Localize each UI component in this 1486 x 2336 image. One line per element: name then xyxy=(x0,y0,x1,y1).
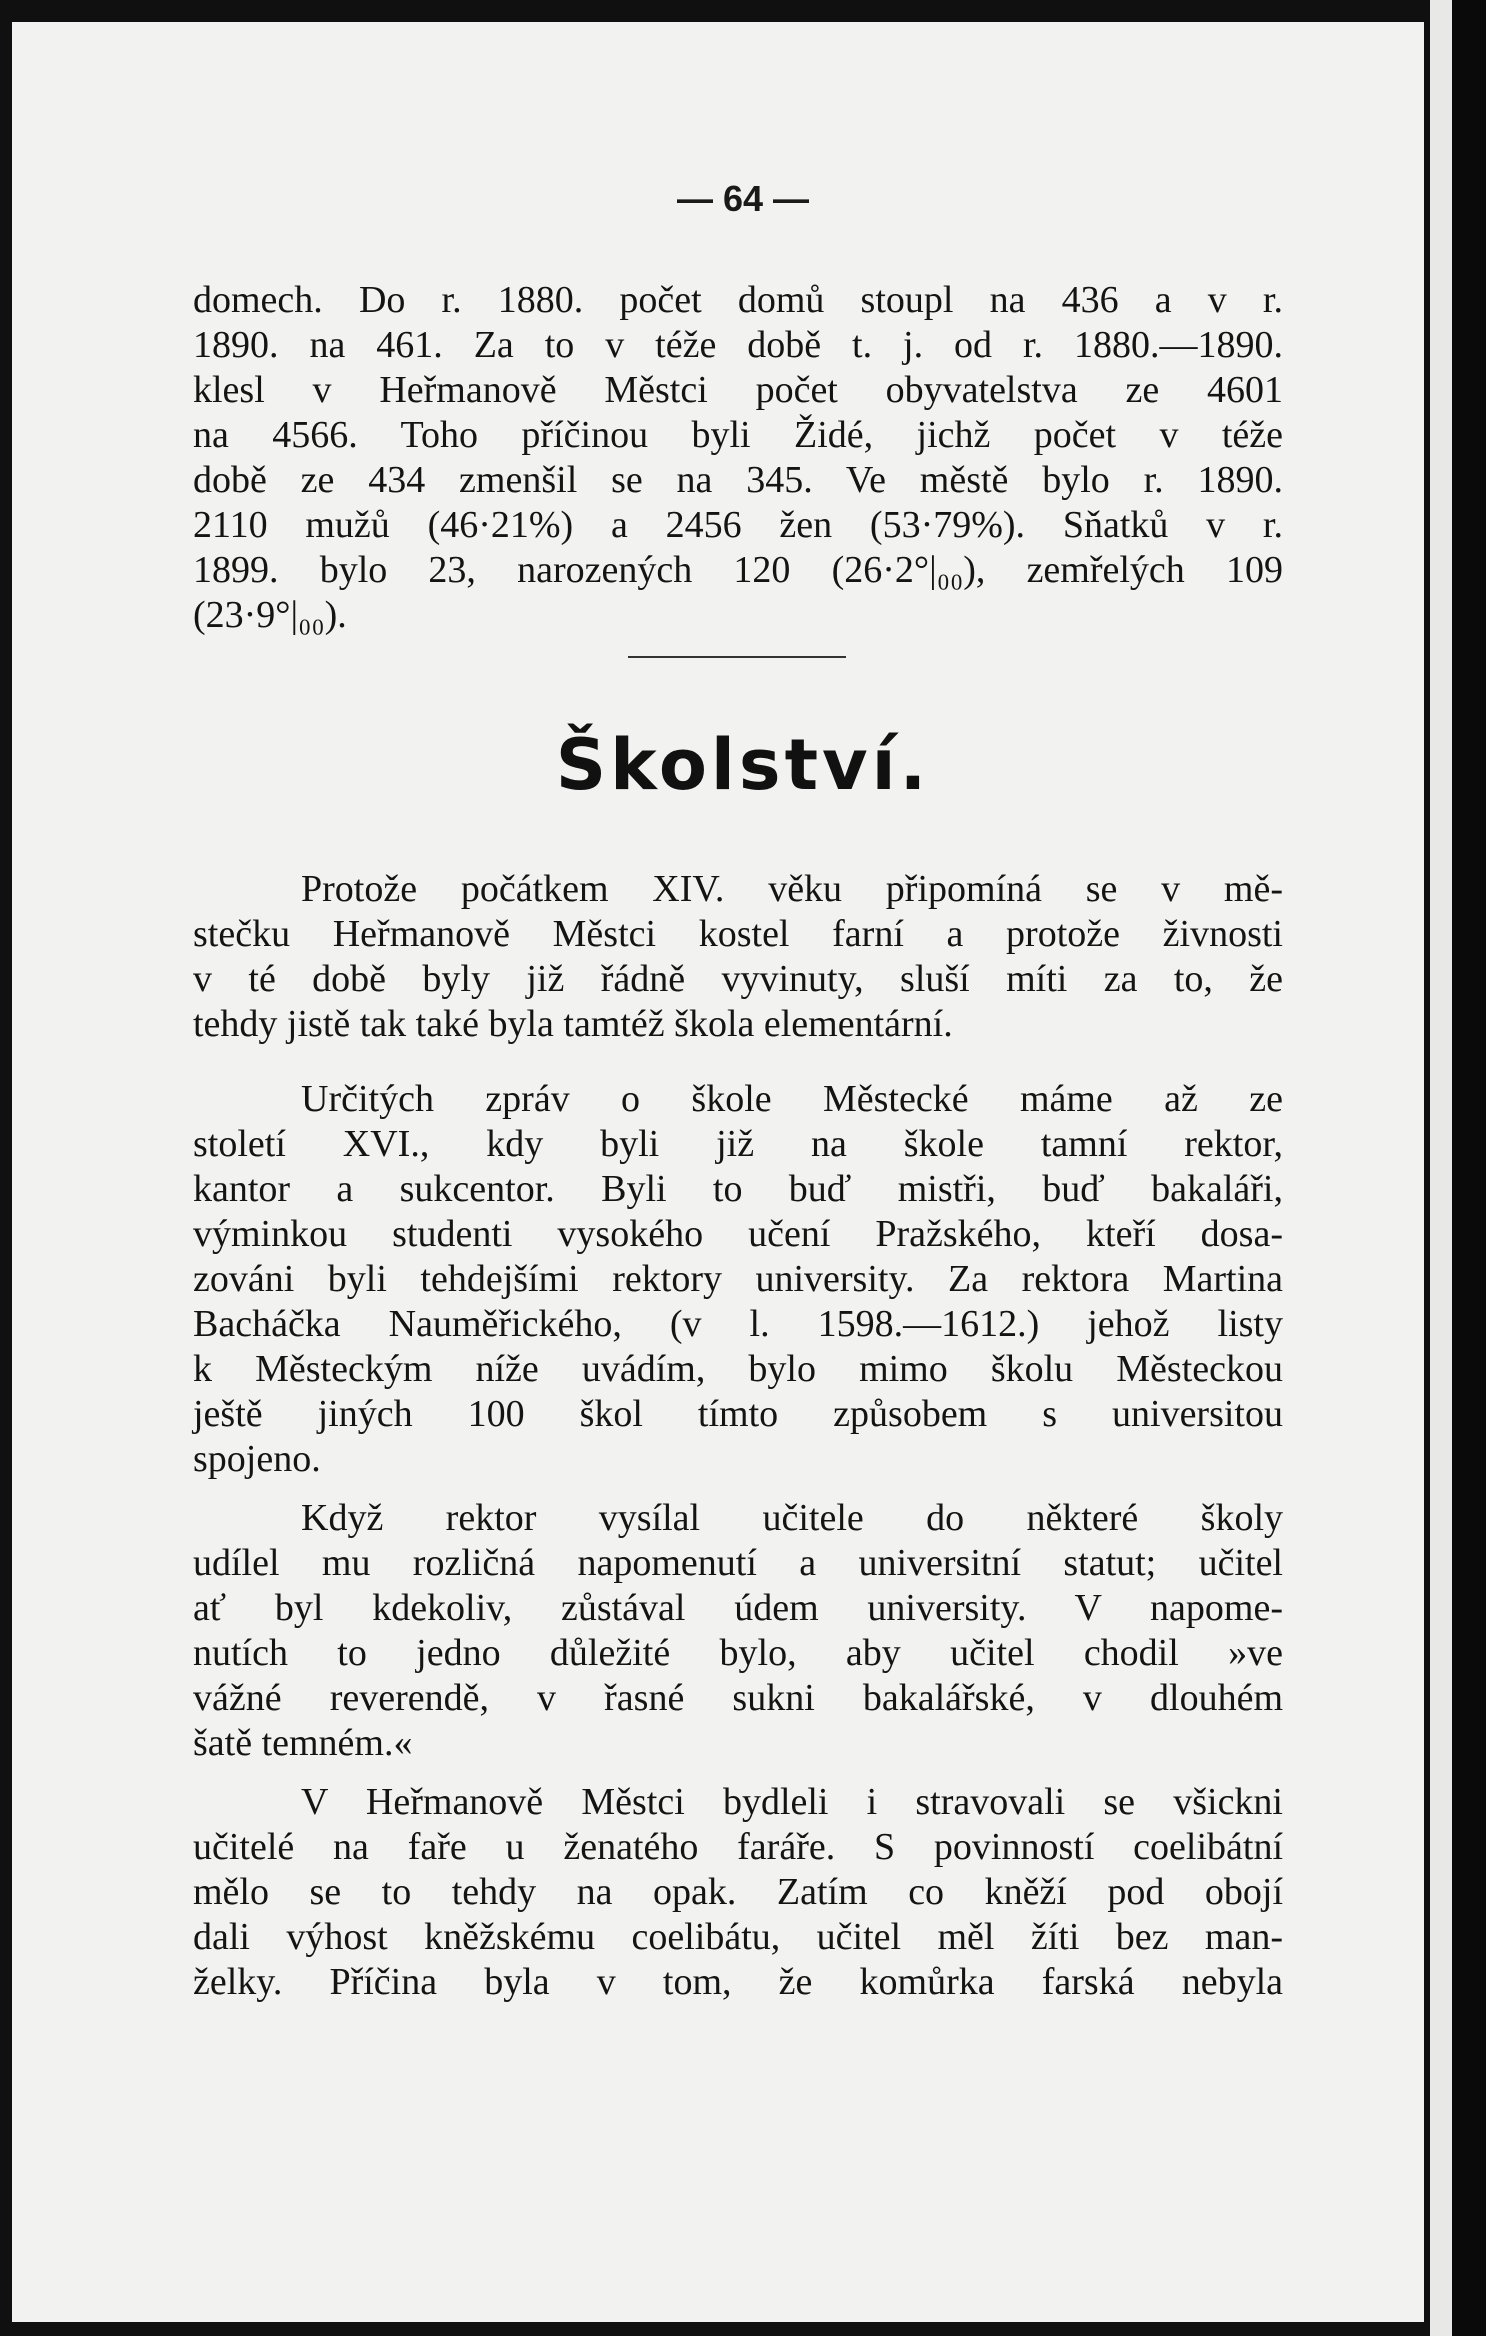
text-line: století XVI., kdy byli již na škole tamní rektor, xyxy=(193,1123,1283,1165)
text-line: (23·9°|₀₀). xyxy=(193,594,347,636)
text-line: 2110 mužů (46·21%) a 2456 žen (53·79%). Sňatků v r. xyxy=(193,504,1283,546)
paragraph-4 xyxy=(193,1780,1283,2005)
text-line: 1899. bylo 23, narozených 120 (26·2°|₀₀), zemřelých 109 xyxy=(193,549,1283,591)
text-line: v té době byly již řádně vyvinuty, sluší míti za to, že xyxy=(193,958,1283,1000)
text-line: Určitých zpráv o škole Městecké máme až ze xyxy=(301,1078,1283,1120)
text-line: výminkou studenti vysokého učení Pražského, kteří dosa- xyxy=(193,1213,1283,1255)
text-line: V Heřmanově Městci bydleli i stravovali se všickni xyxy=(301,1781,1283,1823)
text-line: domech. Do r. 1880. počet domů stoupl na 436 a v r. xyxy=(193,279,1283,321)
paragraph-3 xyxy=(193,1496,1283,1766)
text-line: mělo se to tehdy na opak. Zatím co kněží pod obojí xyxy=(193,1871,1283,1913)
text-line: tehdy jistě tak také byla tamtéž škola elementární. xyxy=(193,1003,953,1045)
text-line: ať byl kdekoliv, zůstával údem university. V napome- xyxy=(193,1587,1283,1629)
text-line: Bacháčka Nauměřického, (v l. 1598.—1612.) jehož listy xyxy=(193,1303,1283,1345)
paragraph-1 xyxy=(193,867,1283,1047)
text-line: době ze 434 zmenšil se na 345. Ve městě bylo r. 1890. xyxy=(193,459,1283,501)
text-line: zováni byli tehdejšími rektory university. Za rektora Martina xyxy=(193,1258,1283,1300)
text-line: Protože počátkem XIV. věku připomíná se v mě- xyxy=(301,868,1283,910)
text-line: udílel mu rozličná napomenutí a universitní statut; učitel xyxy=(193,1542,1283,1584)
text-line: k Městeckým níže uvádím, bylo mimo školu Městeckou xyxy=(193,1348,1283,1390)
intro-paragraph xyxy=(193,278,1283,638)
text-line: učitelé na faře u ženatého faráře. S povinností coelibátní xyxy=(193,1826,1283,1868)
section-heading: Školství. xyxy=(555,724,931,806)
text-line: klesl v Heřmanově Městci počet obyvatelstva ze 4601 xyxy=(193,369,1283,411)
text-line: kantor a sukcentor. Byli to buď mistři, buď bakaláři, xyxy=(193,1168,1283,1210)
page-number: — 64 — xyxy=(676,178,810,219)
text-line: vážné reverendě, v řasné sukni bakalářské, v dlouhém xyxy=(193,1677,1283,1719)
text-line: spojeno. xyxy=(193,1438,321,1480)
page-edge xyxy=(1430,0,1452,2336)
text-line: 1890. na 461. Za to v téže době t. j. od r. 1880.—1890. xyxy=(193,324,1283,366)
text-line: nutích to jedno důležité bylo, aby učitel chodil »ve xyxy=(193,1632,1283,1674)
section-divider xyxy=(628,656,846,658)
text-line: na 4566. Toho příčinou byli Židé, jichž počet v téže xyxy=(193,414,1283,456)
text-line: šatě temném.« xyxy=(193,1722,413,1764)
text-line: Když rektor vysílal učitele do některé školy xyxy=(301,1497,1283,1539)
text-line: stečku Heřmanově Městci kostel farní a protože živnosti xyxy=(193,913,1283,955)
scan-border xyxy=(1452,0,1486,2336)
text-line: ještě jiných 100 škol tímto způsobem s universitou xyxy=(193,1393,1283,1435)
paragraph-2 xyxy=(193,1077,1283,1482)
text-line: dali výhost kněžskému coelibátu, učitel měl žíti bez man- xyxy=(193,1916,1283,1958)
text-line: želky. Příčina byla v tom, že komůrka farská nebyla xyxy=(193,1961,1283,2003)
